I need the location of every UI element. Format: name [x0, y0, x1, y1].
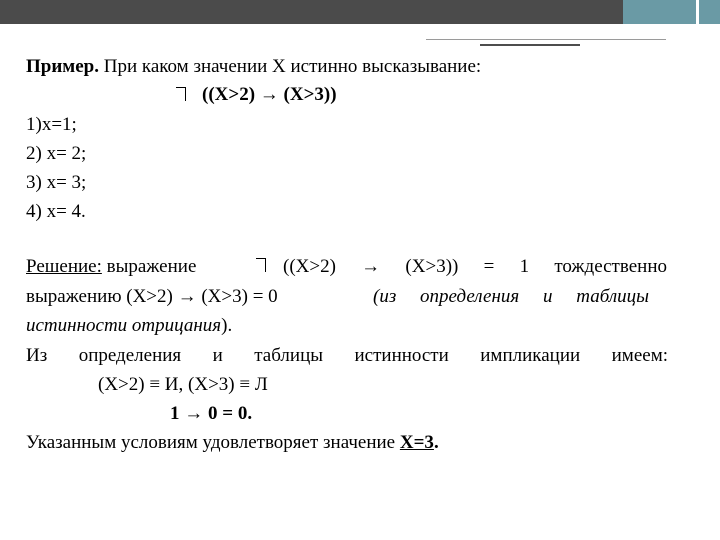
top-bar [0, 0, 720, 24]
top-bar-divider [696, 0, 699, 24]
option-2: 2) x= 2; [26, 143, 87, 164]
solution-text: ). [221, 315, 233, 336]
negation-icon [176, 87, 186, 101]
solution-line-6: 1 → 0 = 0. [170, 403, 253, 424]
negation-icon [256, 258, 266, 272]
option-1: 1)x=1; [26, 114, 77, 135]
solution-text: Указанным условиям удовлетворяет значение [26, 432, 400, 453]
option-3: 3) x= 3; [26, 172, 87, 193]
example-heading [26, 56, 481, 78]
solution-line-2 [26, 286, 278, 308]
solution-label: Решение: [26, 256, 102, 277]
solution-note: истинности отрицания [26, 315, 222, 336]
solution-line-1-expr: ((X>2) → (X>3)) = 1 тождественно [283, 256, 667, 277]
example-question: При каком значении X истинно высказывание: [99, 56, 482, 77]
option-4: 4) x= 4. [26, 201, 86, 222]
solution-line-5: (X>2) ≡ И, (X>3) ≡ Л [98, 374, 268, 395]
solution-note: (из определения и таблицы [373, 286, 649, 307]
solution-conclusion [26, 432, 439, 454]
solution-line-4: Из определения и таблицы истинности импликации имеем: [26, 345, 668, 366]
solution-text: . [433, 432, 439, 453]
solution-text: выражению (X>2) → (X>3) = 0 [26, 286, 278, 307]
formula: ((X>2) → (X>3)) [202, 84, 337, 105]
solution-text: выражение [101, 256, 197, 277]
answer: X=3 [399, 432, 434, 453]
solution-line-1 [26, 256, 196, 278]
top-bar-accent [623, 0, 720, 24]
solution-line-3 [26, 315, 232, 337]
decorative-rule [426, 39, 666, 40]
decorative-rule-thick [480, 44, 580, 46]
example-label: Пример. [26, 56, 99, 77]
